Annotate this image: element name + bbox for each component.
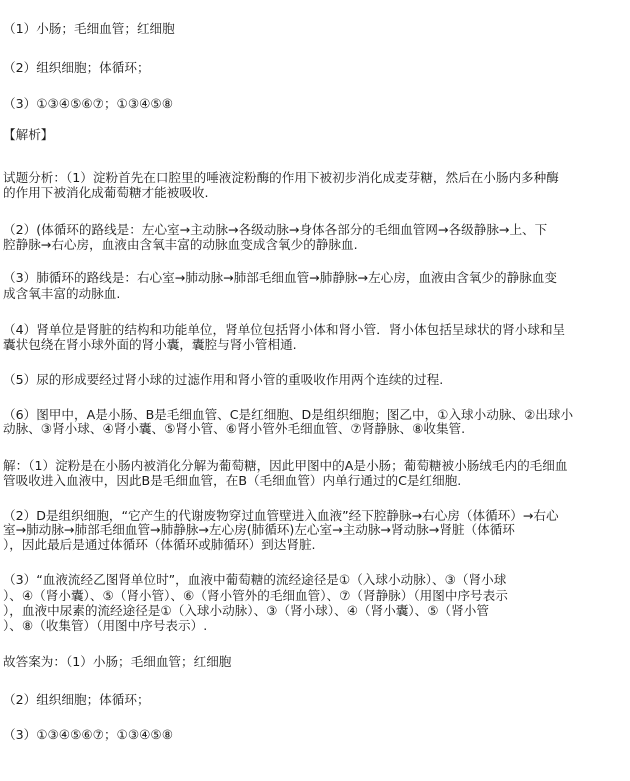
solution-paragraph-2-cont: 室→肺动脉→肺部毛细血管→肺静脉→左心房(肺循环)左心室→主动脉→肾动脉→肾脏（体循环 <box>3 522 515 537</box>
solution-paragraph-3-cont2: ），血液中尿素的流经途径是①（入球小动脉）、③（肾小球）、④（肾小囊）、⑤（肾小管 <box>3 603 489 618</box>
solution-paragraph-2-cont2: ），因此最后是通过体循环（体循环或肺循环）到达肾脏. <box>3 537 316 552</box>
analysis-paragraph-6-cont: 动脉、③肾小球、④肾小囊、⑤肾小管、⑥肾小管外毛细血管、⑦肾静脉、⑧收集管. <box>3 421 466 436</box>
analysis-paragraph-4: （4）肾单位是肾脏的结构和功能单位，肾单位包括肾小体和肾小管．肾小体包括呈球状的肾小球和呈 <box>3 322 566 337</box>
answer-line-2: （2）组织细胞；体循环； <box>3 60 150 75</box>
solution-paragraph-3: （3）“血液流经乙图肾单位时”，血液中葡萄糖的流经途径是①（入球小动脉）、③（肾小球 <box>3 572 507 587</box>
analysis-paragraph-6: （6）图甲中，A是小肠、B是毛细血管、C是红细胞、D是组织细胞；图乙中，①入球小动脉、②出球小 <box>3 407 574 422</box>
analysis-paragraph-1-cont: 的作用下被消化成葡萄糖才能被吸收. <box>3 185 209 200</box>
analysis-paragraph-4-cont: 囊状包绕在肾小球外面的肾小囊，囊腔与肾小管相通. <box>3 337 297 352</box>
analysis-heading: 【解析】 <box>3 127 54 142</box>
analysis-paragraph-2: （2）(体循环的路线是：左心室→主动脉→各级动脉→身体各部分的毛细血管网→各级静脉→上、下 <box>3 222 548 237</box>
final-answer-line-3: （3）①③④⑤⑥⑦；①③④⑤⑧ <box>3 727 173 742</box>
analysis-paragraph-3: （3）肺循环的路线是：右心室→肺动脉→肺部毛细血管→肺静脉→左心房，血液由含氧少的静脉血变 <box>3 270 557 285</box>
solution-paragraph-1-cont: 管吸收进入血液中，因此B是毛细血管，在B（毛细血管）内单行通过的C是红细胞. <box>3 473 462 488</box>
analysis-paragraph-3-cont: 成含氧丰富的动脉血. <box>3 286 121 301</box>
solution-paragraph-3-cont: ）、④（肾小囊）、⑤（肾小管）、⑥（肾小管外的毛细血管）、⑦（肾静脉）（用图中序号表示 <box>3 588 508 603</box>
analysis-paragraph-5: （5）尿的形成要经过肾小球的过滤作用和肾小管的重吸收作用两个连续的过程. <box>3 372 444 387</box>
answer-line-3: （3）①③④⑤⑥⑦；①③④⑤⑧ <box>3 96 173 111</box>
solution-paragraph-1: 解：（1）淀粉是在小肠内被消化分解为葡萄糖，因此甲图中的A是小肠；葡萄糖被小肠绒毛内的毛细血 <box>3 458 568 473</box>
analysis-paragraph-2-cont: 腔静脉→右心房，血液由含氧丰富的动脉血变成含氧少的静脉血. <box>3 237 358 252</box>
final-answer-line-1: 故答案为：（1）小肠；毛细血管；红细胞 <box>3 654 232 669</box>
analysis-paragraph-1: 试题分析：（1）淀粉首先在口腔里的唾液淀粉酶的作用下被初步消化成麦芽糖，然后在小肠内多种酶 <box>3 170 559 185</box>
solution-paragraph-2: （2）D是组织细胞，“它产生的代谢废物穿过血管壁进入血液”经下腔静脉→右心房（体循环）→右心 <box>3 508 559 523</box>
solution-paragraph-3-cont3: ）、⑧（收集管）（用图中序号表示）. <box>3 618 208 633</box>
final-answer-line-2: （2）组织细胞；体循环； <box>3 692 150 707</box>
answer-line-1: （1）小肠；毛细血管；红细胞 <box>3 21 175 36</box>
